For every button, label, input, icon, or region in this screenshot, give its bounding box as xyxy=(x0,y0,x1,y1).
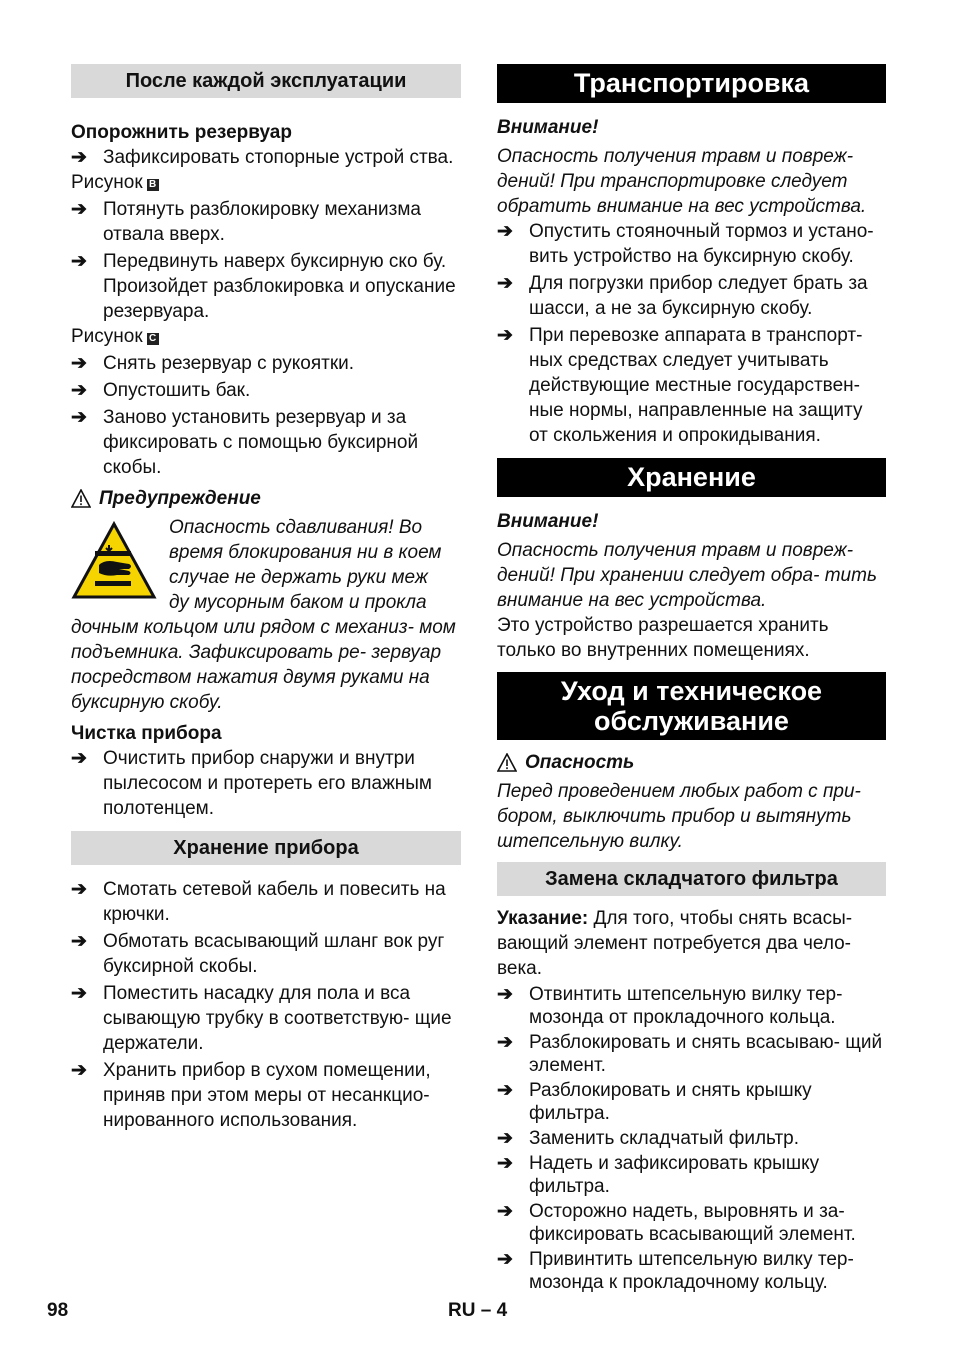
list-item: ➔ Заново установить резервуар и за фиксировать с помощью буксирной скобы. xyxy=(71,407,419,478)
warning-text-rest: дочным кольцом или рядом с механиз- мом подъемника. Зафиксировать ре- зервуар посредством нажатия двумя руками на буксирную скобу. xyxy=(71,617,456,713)
arrow-right-icon: ➔ xyxy=(497,1128,513,1149)
list-item: ➔ Привинтить штепсельную вилку тер- мозонда к прокладочному кольцу. xyxy=(497,1249,854,1293)
attention-text: Опасность получения травм и повреж- дений! При транспортировке следует обратить внимание на вес устройства. xyxy=(497,146,867,217)
list-item: ➔ Очистить прибор снаружи и внутри пылесосом и протереть его влажным полотенцем. xyxy=(71,748,432,819)
section-heading-after-use: После каждой эксплуатации xyxy=(71,64,461,98)
warning-block xyxy=(71,515,461,715)
section-heading-storage: Хранение xyxy=(497,458,886,497)
list-item: ➔ Поместить насадку для пола и вса сывающую трубку в соответствую- щие держатели. xyxy=(71,983,452,1054)
list-item: ➔ Для погрузки прибор следует брать за шасси, а не за буксирную скобу. xyxy=(497,273,868,319)
note-paragraph: Указание: Для того, чтобы снять всасы- вающий элемент потребуется два чело- века. xyxy=(497,908,853,979)
subheading-cleaning: Чистка прибора xyxy=(71,723,222,744)
list-item: ➔ Снять резервуар с рукоятки. xyxy=(71,353,355,374)
figure-letter-c: C xyxy=(147,333,159,345)
arrow-right-icon: ➔ xyxy=(71,879,87,900)
attention-title: Внимание! xyxy=(497,511,599,532)
arrow-right-icon: ➔ xyxy=(71,983,87,1004)
list-item: ➔ Хранить прибор в сухом помещении, приняв при этом меры от несанкцио- нированного использования. xyxy=(71,1060,431,1131)
list-item: ➔ Опустошить бак. xyxy=(71,380,251,401)
list-item: ➔ Смотать сетевой кабель и повесить на крючки. xyxy=(71,879,446,925)
warning-heading: Предупреждение xyxy=(71,486,461,511)
right-column xyxy=(497,64,886,1294)
note-label: Указание: xyxy=(497,908,589,929)
list-item: ➔ Осторожно надеть, выровнять и за- фиксировать всасывающий элемент. xyxy=(497,1201,856,1245)
arrow-right-icon: ➔ xyxy=(71,251,87,272)
arrow-right-icon: ➔ xyxy=(497,1032,513,1053)
subheading-empty-tank: Опорожнить резервуар xyxy=(71,122,292,143)
list-item: ➔ Передвинуть наверх буксирную ско бу. Произойдет разблокировка и опускание резервуара. xyxy=(71,251,456,322)
page-code: RU – 4 xyxy=(448,1300,508,1321)
list-item: ➔ Заменить складчатый фильтр. xyxy=(497,1128,800,1149)
arrow-right-icon: ➔ xyxy=(71,748,87,769)
page-number: 98 xyxy=(47,1300,69,1321)
danger-text: Перед проведением любых работ с при- бором, выключить прибор и вытянуть штепсельную вилку. xyxy=(497,781,861,852)
list-item: ➔ При перевозке аппарата в транспорт- ных средствах следует учитывать действующие местные государствен- ные нормы, направленные на защиту от скольжения и опрокидывания. xyxy=(497,325,863,446)
arrow-right-icon: ➔ xyxy=(497,1153,513,1174)
storage-note: Это устройство разрешается хранить только во внутренних помещениях. xyxy=(497,615,829,661)
section-heading-care: Уход и техническое обслуживание xyxy=(497,672,886,740)
list-item: ➔ Зафиксировать стопорные устрой ства. xyxy=(71,147,454,168)
warning-text-line: ду мусорным баком и прокла xyxy=(169,592,427,613)
list-item: ➔ Отвинтить штепсельную вилку тер- мозонда от прокладочного кольца. xyxy=(497,984,843,1028)
danger-heading: Опасность xyxy=(497,750,886,775)
figure-ref-c: Рисунок C xyxy=(71,324,461,349)
section-heading-filter: Замена складчатого фильтра xyxy=(497,862,886,896)
attention-text: Опасность получения травм и повреж- дений! При хранении следует обра- тить внимание на вес устройства. xyxy=(497,540,877,611)
list-item: ➔ Разблокировать и снять всасываю- щий элемент. xyxy=(497,1032,883,1076)
arrow-right-icon: ➔ xyxy=(497,325,513,346)
arrow-right-icon: ➔ xyxy=(71,407,87,428)
warning-triangle-icon xyxy=(497,753,517,773)
arrow-right-icon: ➔ xyxy=(71,380,87,401)
hand-crush-hazard-icon xyxy=(71,521,157,601)
arrow-right-icon: ➔ xyxy=(497,221,513,242)
arrow-right-icon: ➔ xyxy=(497,1249,513,1270)
arrow-right-icon: ➔ xyxy=(497,984,513,1005)
warning-triangle-icon xyxy=(71,489,91,509)
figure-ref-b: Рисунок B xyxy=(71,170,461,195)
arrow-right-icon: ➔ xyxy=(497,1080,513,1101)
arrow-right-icon: ➔ xyxy=(71,147,87,168)
list-item: ➔ Обмотать всасывающий шланг вок руг буксирной скобы. xyxy=(71,931,445,977)
list-item: ➔ Опустить стояночный тормоз и устано- вить устройство на буксирную скобу. xyxy=(497,221,874,267)
arrow-right-icon: ➔ xyxy=(497,273,513,294)
arrow-right-icon: ➔ xyxy=(71,199,87,220)
list-item: ➔ Потянуть разблокировку механизма отвала вверх. xyxy=(71,199,421,245)
warning-text-line: случае не держать руки меж xyxy=(169,567,428,588)
left-column xyxy=(71,64,461,1133)
arrow-right-icon: ➔ xyxy=(71,931,87,952)
arrow-right-icon: ➔ xyxy=(71,1060,87,1081)
warning-text-line: время блокирования ни в коем xyxy=(169,542,442,563)
arrow-right-icon: ➔ xyxy=(71,353,87,374)
warning-text-line: Опасность сдавливания! Во xyxy=(169,517,423,538)
list-item: ➔ Разблокировать и снять крышку фильтра. xyxy=(497,1080,812,1124)
figure-letter-b: B xyxy=(147,179,159,191)
list-item: ➔ Надеть и зафиксировать крышку фильтра. xyxy=(497,1153,820,1197)
section-heading-device-storage: Хранение прибора xyxy=(71,831,461,865)
section-heading-transport: Транспортировка xyxy=(497,64,886,103)
attention-title: Внимание! xyxy=(497,117,599,138)
arrow-right-icon: ➔ xyxy=(497,1201,513,1222)
